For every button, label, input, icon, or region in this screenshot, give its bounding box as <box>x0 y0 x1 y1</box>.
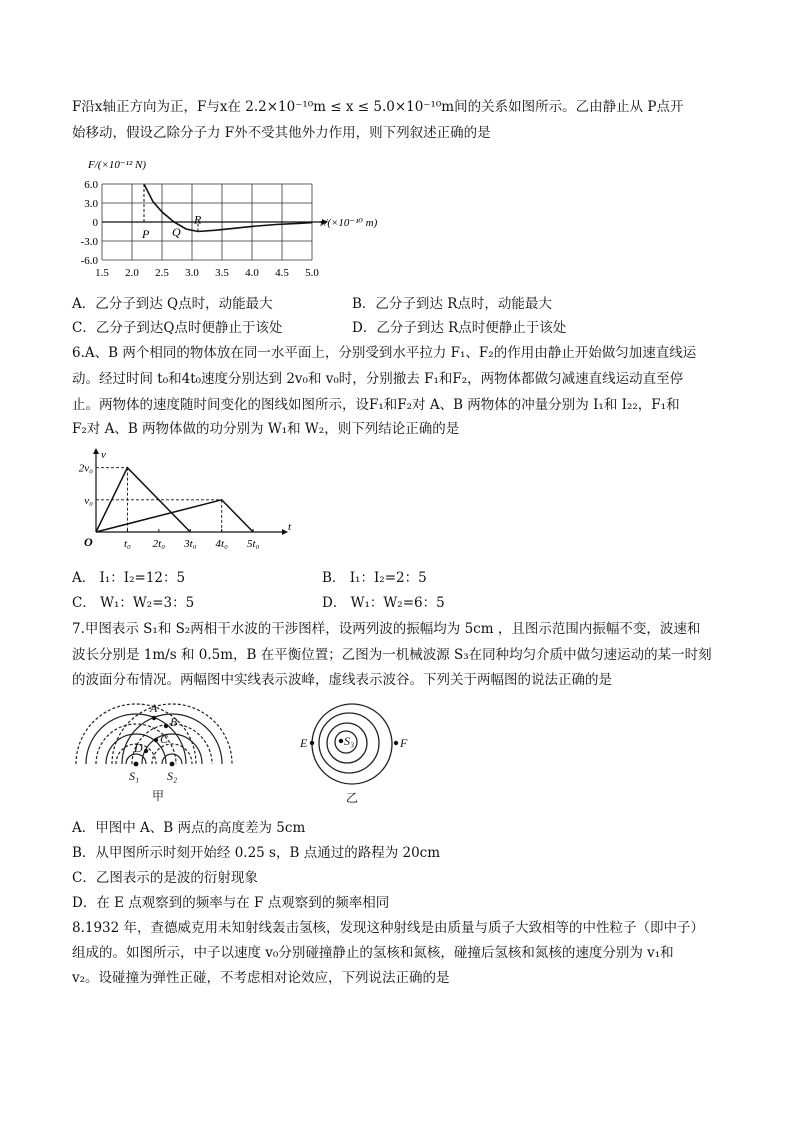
q6-line1: 6.A、B 两个相同的物体放在同一水平面上，分别受到水平拉力 F₁、F₂的作用由静止开始做匀加速直线运 <box>72 345 697 361</box>
chart2-y-arrow <box>93 448 99 454</box>
chart1-xlabel: r/(×10⁻¹⁰ m) <box>320 217 378 229</box>
label-f: F <box>400 736 408 750</box>
q5-intro-line2: 始移动，假设乙除分子力 F外不受其他外力作用，则下列叙述正确的是 <box>72 125 491 141</box>
q7-line1: 7.甲图表示 S₁和 S₂两相干水波的干涉图样，设两列波的振幅均为 5cm ，且图示范围内振幅不变，波速和 <box>72 621 701 637</box>
q5-option-b[interactable]: B．乙分子到达 R点时，动能最大 <box>352 296 552 312</box>
chart2-xlabel: t <box>288 521 292 533</box>
point-e-dot <box>310 741 314 745</box>
q5-option-d[interactable]: D．乙分子到达 R点时便静止于该处 <box>352 320 567 336</box>
q7-line2: 波长分别是 1m/s 和 0.5m，B 在平衡位置；乙图为一机械波源 S₃在同种均匀介质中做匀速运动的某一时刻 <box>72 647 712 663</box>
chart1-ytick-2: 0 <box>92 217 98 229</box>
chart1-ytick-1: 3.0 <box>84 198 98 210</box>
label-s3: S₃ <box>344 734 355 748</box>
chart1-xtick-3: 3.0 <box>185 267 199 279</box>
point-a-dot <box>152 716 156 720</box>
q6-option-c[interactable]: C． W₁：W₂=3：5 <box>72 595 195 611</box>
q6-line2: 动。经过时间 t₀和4t₀速度分别达到 2v₀和 v₀时，分别撤去 F₁和F₂，两物体都做匀减速直线运动直至停 <box>72 371 684 387</box>
chart1-ytick-3: -3.0 <box>80 236 98 248</box>
chart1-point-r: R <box>194 212 202 227</box>
chart1-ytick-4: -6.0 <box>80 255 98 267</box>
q8-line2: 组成的。如图所示，中子以速度 v₀分别碰撞静止的氢核和氮核，碰撞后氢核和氮核的速度分别为 v₁和 <box>72 945 674 961</box>
label-a: A <box>150 701 158 715</box>
q7-option-d[interactable]: D．在 E 点观察到的频率与在 F 点观察到的频率相同 <box>72 895 390 911</box>
chart1-point-q: Q <box>172 225 181 239</box>
source-s3-dot <box>339 739 343 743</box>
q8-line1: 8.1932 年，查德威克用未知射线轰击氢核，发现这种射线是由质量与质子大致相等的中性粒子（即中子） <box>72 920 705 936</box>
figure-jia-caption: 甲 <box>152 789 165 803</box>
chart1-point-p: P <box>142 227 150 241</box>
chart1-xtick-2: 2.5 <box>155 267 169 279</box>
chart1-xtick-0: 1.5 <box>95 267 109 279</box>
q5-option-c[interactable]: C．乙分子到达Q点时便静止于该处 <box>72 320 283 336</box>
velocity-time-chart <box>72 448 302 558</box>
chart2-xtick-0: t₀ <box>123 538 131 550</box>
point-f-dot <box>394 741 398 745</box>
label-e: E <box>300 736 308 750</box>
q7-option-a[interactable]: A．甲图中 A、B 两点的高度差为 5cm <box>72 820 306 836</box>
label-c: C <box>160 732 169 746</box>
q8-line3: v₂。设碰撞为弹性正碰，不考虑相对论效应，下列说法正确的是 <box>72 970 450 986</box>
chart2-xtick-3: 4t₀ <box>215 538 228 550</box>
q6-line3: 止。两物体的速度随时间变化的图线如图所示，设F₁和F₂对 A、B 两物体的冲量分别为 I₁和 I₂₂，F₁和 <box>72 397 680 413</box>
q5-option-a[interactable]: A．乙分子到达 Q点时，动能最大 <box>72 296 273 312</box>
label-s1: S₁ <box>129 769 140 783</box>
q7-line3: 的波面分布情况。两幅图中实线表示波峰，虚线表示波谷。下列关于两幅图的说法正确的是 <box>72 672 612 688</box>
chart1-xtick-4: 3.5 <box>215 267 229 279</box>
force-distance-chart <box>72 152 402 284</box>
figure-yi-caption: 乙 <box>346 791 359 805</box>
q6-option-b[interactable]: B． I₁：I₂=2：5 <box>322 570 427 586</box>
moving-source-figure-yi <box>292 696 422 812</box>
chart1-ytick-0: 6.0 <box>84 179 98 191</box>
chart1-xtick-6: 4.5 <box>275 267 289 279</box>
chart1-ylabel: F/(×10⁻¹² N) <box>88 159 147 171</box>
chart1-xtick-5: 4.0 <box>245 267 259 279</box>
q7-option-b[interactable]: B．从甲图所示时刻开始经 0.25 s，B 点通过的路程为 20cm <box>72 845 441 861</box>
chart2-ytick-0: 2v₀ <box>78 462 93 475</box>
chart2-xtick-1: 2t₀ <box>152 538 166 550</box>
chart1-force-curve <box>144 184 312 232</box>
chart2-xtick-4: 5t₀ <box>246 538 260 550</box>
q6-option-a[interactable]: A． I₁：I₂=12：5 <box>72 570 186 586</box>
q5-intro-line1: F沿x轴正方向为正，F与x在 2.2×10⁻¹⁰m ≤ x ≤ 5.0×10⁻¹⁰m间的关系如图所示。乙由静止从 P点开 <box>72 99 684 115</box>
q7-option-c[interactable]: C．乙图表示的是波的衍射现象 <box>72 870 258 886</box>
label-d: D <box>134 741 143 755</box>
point-b-dot <box>164 724 168 728</box>
interference-figure-jia <box>72 696 254 806</box>
point-d-dot <box>144 749 148 753</box>
q6-line4: F₂对 A、B 两物体做的功分别为 W₁和 W₂，则下列结论正确的是 <box>72 421 460 437</box>
source-s2-dot <box>170 762 175 767</box>
chart2-xtick-2: 3t₀ <box>184 538 197 550</box>
chart1-xtick-7: 5.0 <box>305 267 319 279</box>
label-b: B <box>170 715 178 729</box>
chart1-xtick-1: 2.0 <box>125 267 139 279</box>
chart2-origin: O <box>84 535 93 549</box>
chart2-ytick-1: v₀ <box>84 494 93 507</box>
q6-option-d[interactable]: D． W₁：W₂=6：5 <box>322 595 445 611</box>
source-s1-dot <box>134 762 139 767</box>
chart2-ylabel: v <box>101 449 106 461</box>
label-s2: S₂ <box>167 769 178 783</box>
point-c-dot <box>154 738 158 742</box>
